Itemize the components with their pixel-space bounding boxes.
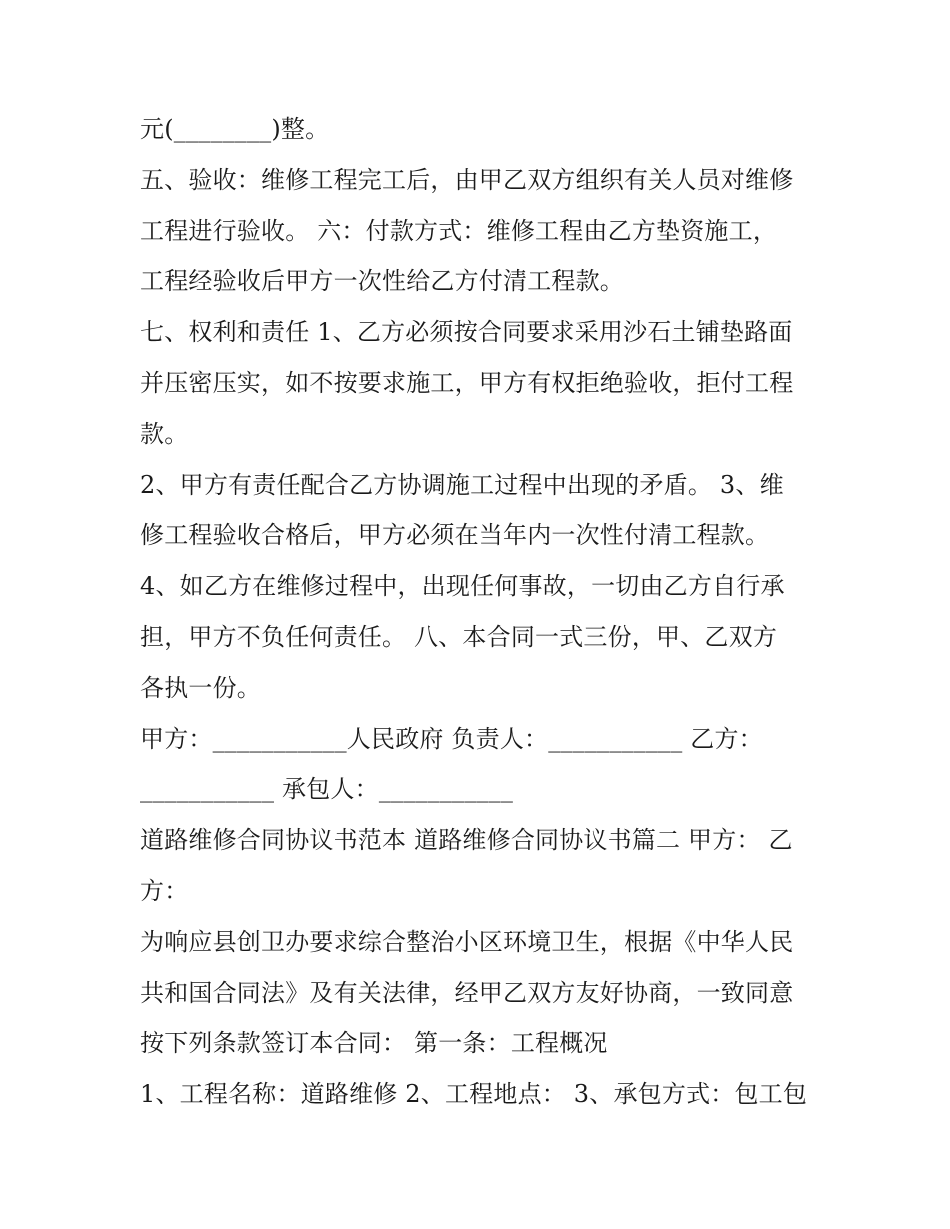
paragraph-second-contract-title [140, 815, 820, 917]
text-line: 担，甲方不负任何责任。 八、本合同一式三份，甲、乙双方 [140, 622, 778, 651]
paragraph-party-a-duties [140, 460, 820, 562]
text-line: ___________ 承包人：___________ [140, 775, 514, 804]
text-line: 款。 [140, 419, 189, 448]
text-line: 方： [140, 876, 189, 905]
text-line: 2、甲方有责任配合乙方协调施工过程中出现的矛盾。 3、维 [140, 470, 784, 499]
text-line: 共和国合同法》及有关法律，经甲乙双方友好协商，一致同意 [140, 978, 794, 1007]
text-line: 七、权利和责任 1、乙方必须按合同要求采用沙石土铺垫路面 [140, 318, 793, 347]
text-line: 为响应县创卫办要求综合整治小区环境卫生，根据《中华人民 [140, 927, 794, 956]
text-line: 道路维修合同协议书范本 道路维修合同协议书篇二 甲方： 乙 [140, 826, 793, 855]
text-line: 并压密压实，如不按要求施工，甲方有权拒绝验收，拒付工程 [140, 368, 794, 397]
text-line: 各执一份。 [140, 673, 261, 702]
paragraph-accident-liability [140, 561, 820, 713]
text-line: 按下列条款签订本合同： 第一条：工程概况 [140, 1029, 608, 1058]
paragraph-payment-amount [140, 104, 820, 155]
paragraph-acceptance-payment [140, 155, 820, 307]
paragraph-project-details [140, 1069, 820, 1120]
paragraph-second-contract-preamble [140, 917, 820, 1069]
text-line: 五、验收：维修工程完工后，由甲乙双方组织有关人员对维修 [140, 165, 794, 194]
document-body [140, 104, 820, 1120]
text-line: 工程进行验收。 六：付款方式：维修工程由乙方垫资施工， [140, 216, 778, 245]
text-line: 4、如乙方在维修过程中，出现任何事故，一切由乙方自行承 [140, 572, 785, 601]
text-line: 甲方：___________人民政府 负责人：___________ 乙方： [140, 724, 763, 753]
paragraph-rights-responsibilities [140, 307, 820, 459]
text-line: 元(________)整。 [140, 115, 330, 143]
text-line: 修工程验收合格后，甲方必须在当年内一次性付清工程款。 [140, 521, 770, 550]
text-line: 1、工程名称：道路维修 2、工程地点： 3、承包方式：包工包 [140, 1080, 808, 1109]
paragraph-signatures [140, 714, 820, 816]
text-line: 工程经验收后甲方一次性给乙方付清工程款。 [140, 267, 624, 296]
